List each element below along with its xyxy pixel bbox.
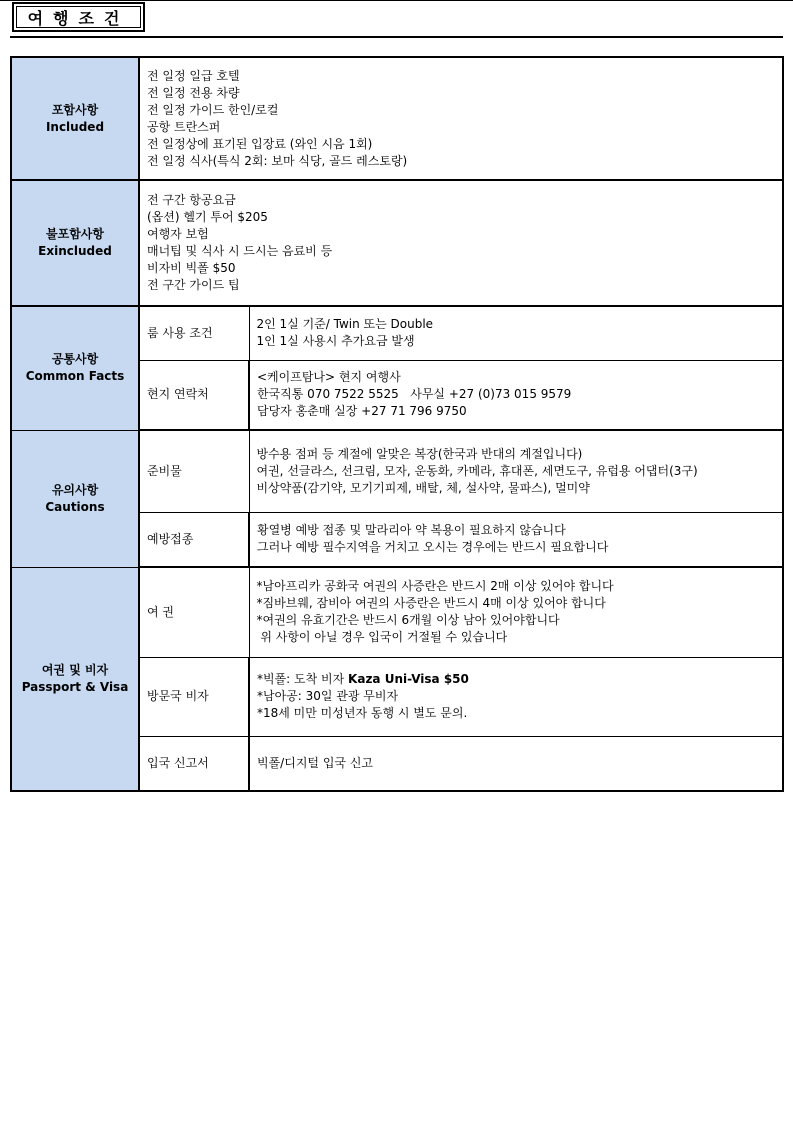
text-line: 그러나 예방 필수지역을 거치고 오시는 경우에는 반드시 필요합니다 bbox=[257, 540, 609, 555]
vaccination-value bbox=[249, 512, 783, 567]
text-line: 위 사항이 아닐 경우 입국이 거절될 수 있습니다 bbox=[256, 630, 508, 645]
list-item: 전 일정 전용 차량 bbox=[147, 85, 240, 100]
page-title: 여행조건 bbox=[12, 2, 145, 32]
passport-row bbox=[11, 567, 783, 657]
text-line: 황열병 예방 접종 및 말라리아 약 복용이 필요하지 않습니다 bbox=[257, 523, 566, 538]
excluded-label-ko: 불포함사항 bbox=[46, 227, 104, 241]
text-line: 2인 1실 기준/ Twin 또는 Double bbox=[256, 317, 434, 332]
included-label-en: Included bbox=[45, 119, 105, 134]
room-condition-label: 룸 사용 조건 bbox=[139, 306, 249, 360]
passport-label: 여 권 bbox=[139, 567, 249, 657]
list-item: (옵션) 헬기 투어 $205 bbox=[147, 210, 268, 224]
text-line: *18세 미만 미성년자 동행 시 별도 문의. bbox=[257, 706, 468, 720]
preparation-value bbox=[249, 430, 783, 512]
text-line: *남아프리카 공화국 여권의 사증란은 반드시 2매 이상 있어야 합니다 bbox=[256, 579, 614, 594]
cautions-label-en: Cautions bbox=[45, 499, 105, 514]
passport-value bbox=[249, 567, 783, 657]
vaccination-label: 예방접종 bbox=[139, 512, 249, 567]
included-list bbox=[139, 57, 783, 180]
text-line: 방수용 점퍼 등 계절에 알맞은 복장(한국과 반대의 계절입니다) bbox=[256, 446, 583, 461]
common-category bbox=[11, 306, 139, 430]
cautions-prep-row bbox=[11, 430, 783, 512]
excluded-row bbox=[11, 180, 783, 306]
common-room-row bbox=[11, 306, 783, 360]
local-contact-label: 현지 연락처 bbox=[139, 360, 249, 430]
excluded-list bbox=[139, 180, 783, 306]
common-label-en: Common Facts bbox=[25, 369, 125, 384]
room-condition-value bbox=[249, 306, 783, 360]
included-row bbox=[11, 57, 783, 180]
included-category bbox=[11, 57, 139, 180]
text-line: 비상약품(감기약, 모기기피제, 배탈, 체, 설사약, 물파스), 멀미약 bbox=[256, 480, 590, 495]
text-line: 1인 1실 사용시 추가요금 발생 bbox=[256, 334, 415, 349]
list-item: 전 구간 가이드 팁 bbox=[147, 278, 240, 292]
text-line: 빅폴/디지털 입국 신고 bbox=[257, 755, 374, 770]
visa-prefix: *빅폴: 도착 비자 bbox=[257, 672, 349, 686]
list-item: 전 일정 일급 호텔 bbox=[147, 68, 240, 83]
passport-label-en: Passport & Visa bbox=[21, 679, 129, 694]
included-label-ko: 포함사항 bbox=[51, 102, 99, 117]
entry-form-label: 입국 신고서 bbox=[139, 736, 249, 791]
visa-value bbox=[249, 657, 783, 736]
excluded-category bbox=[11, 180, 139, 306]
top-border-line bbox=[0, 0, 793, 1]
passport-category bbox=[11, 567, 139, 791]
text-line: <케이프탐나> 현지 여행사 bbox=[257, 370, 401, 385]
text-line: 담당자 홍춘매 실장 +27 71 796 9750 bbox=[257, 404, 467, 419]
text-line: *짐바브웨, 잠비아 여권의 사증란은 반드시 4매 이상 있어야 합니다 bbox=[256, 596, 606, 611]
cautions-label-ko: 유의사항 bbox=[51, 482, 99, 497]
text-line: 여권, 선글라스, 선크림, 모자, 운동화, 카메라, 휴대폰, 세면도구, 유럽용 어댑터(3구) bbox=[256, 463, 698, 478]
list-item: 전 일정 가이드 한인/로컬 bbox=[147, 102, 279, 117]
travel-conditions-table bbox=[10, 56, 784, 792]
list-item: 비자비 빅폴 $50 bbox=[147, 261, 236, 275]
list-item: 여행자 보험 bbox=[147, 227, 209, 241]
passport-label-ko: 여권 및 비자 bbox=[41, 662, 109, 677]
visa-highlight: Kaza Uni-Visa $50 bbox=[348, 672, 469, 686]
text-line: *여권의 유효기간은 반드시 6개월 이상 남아 있어야합니다 bbox=[256, 613, 560, 628]
preparation-label: 준비물 bbox=[139, 430, 249, 512]
common-label-ko: 공통사항 bbox=[51, 352, 99, 367]
list-item: 전 일정 식사(특식 2회: 보마 식당, 골드 레스토랑) bbox=[147, 153, 408, 168]
list-item: 전 일정상에 표기된 입장료 (와인 시음 1회) bbox=[147, 136, 373, 151]
list-item: 매너팁 및 식사 시 드시는 음료비 등 bbox=[147, 244, 333, 258]
local-contact-value bbox=[249, 360, 783, 430]
excluded-label-en: Exincluded bbox=[38, 244, 112, 258]
cautions-category bbox=[11, 430, 139, 567]
entry-form-value bbox=[249, 736, 783, 791]
text-line: *남아공: 30일 관광 무비자 bbox=[257, 689, 399, 703]
text-line bbox=[257, 671, 775, 688]
text-line: 한국직통 070 7522 5525 사무실 +27 (0)73 015 9579 bbox=[257, 387, 572, 402]
list-item: 전 구간 항공요금 bbox=[147, 193, 236, 207]
list-item: 공항 트란스퍼 bbox=[147, 119, 221, 134]
visa-label: 방문국 비자 bbox=[139, 657, 249, 736]
title-underline bbox=[10, 36, 783, 38]
